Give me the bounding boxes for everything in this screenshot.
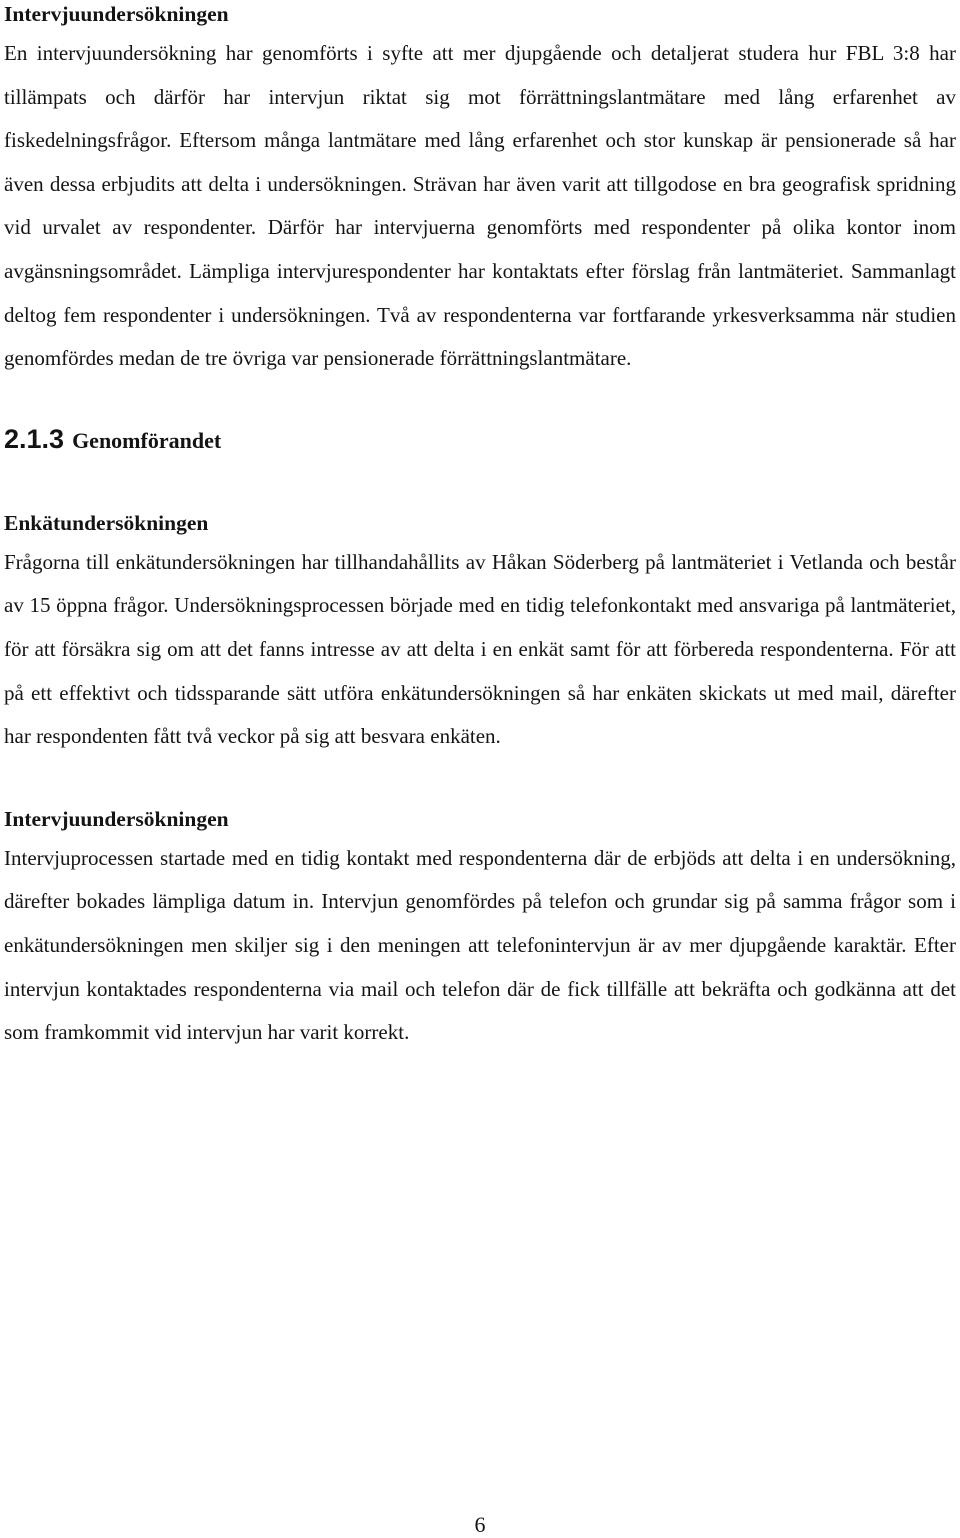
paragraph-interview-process: Intervjuprocessen startade med en tidig kontakt med respondenterna där de erbjöds att delta i en undersökning, därefter bokades lämpliga datum in. Intervjun genomfördes på telefon och grundar sig på samma frågor som i enkätundersökningen men skiljer sig i den meningen att telefonintervjun är av mer djupgående karaktär. Efter intervjun kontaktades respondenterna via mail och telefon där de fick tillfälle att bekräfta och godkänna att det som framkommit vid intervjun har varit korrekt.	[4, 845, 956, 1045]
heading-intervjuundersokningen-1: Intervjuundersökningen	[4, 2, 229, 26]
page-number: 6	[474, 1512, 486, 1537]
paragraph-interview-intro: En intervjuundersökning har genomförts i syfte att mer djupgående och detaljerat studera hur FBL 3:8 har tillämpats och därför har intervjun riktat sig mot förrättningslantmätare med lång erfarenhet av fiskedelningsfrågor. Eftersom många lantmätare med lång erfarenhet och stor kunskap är pensionerade så har även dessa erbjudits att delta i undersökningen. Strävan har även varit att tillgodose en bra geografisk spridning vid urvalet av respondenter. Därför har intervjuerna genomförts med respondenter på olika kontor inom avgänsningsområdet. Lämpliga intervjurespondenter har kontaktats efter förslag från lantmäteriet. Sammanlagt deltog fem respondenter i undersökningen. Två av respondenterna var fortfarande yrkesverksamma när studien genomfördes medan de tre övriga var pensionerade förrättningslantmätare.	[4, 41, 956, 371]
section-number: 2.1.3	[4, 423, 65, 454]
heading-enkatundersokningen: Enkätundersökningen	[4, 510, 209, 535]
heading-intervjuundersokningen-2: Intervjuundersökningen	[4, 806, 229, 831]
section-title-text: Genomförandet	[72, 427, 222, 453]
document-page	[4, 0, 956, 1055]
section-title-2-1-3	[4, 421, 956, 459]
paragraph-survey: Frågorna till enkätundersökningen har tillhandahållits av Håkan Söderberg på lantmäteriet i Vetlanda och består av 15 öppna frågor. Undersökningsprocessen började med en tidig telefonkontakt med ansvariga på lantmäteriet, för att försäkra sig om att det fanns intresse av att delta i en enkät samt för att förbereda respondenterna. För att på ett effektivt och tidssparande sätt utföra enkätundersökningen så har enkäten skickats ut med mail, därefter har respondenten fått två veckor på sig att besvara enkäten.	[4, 549, 956, 749]
